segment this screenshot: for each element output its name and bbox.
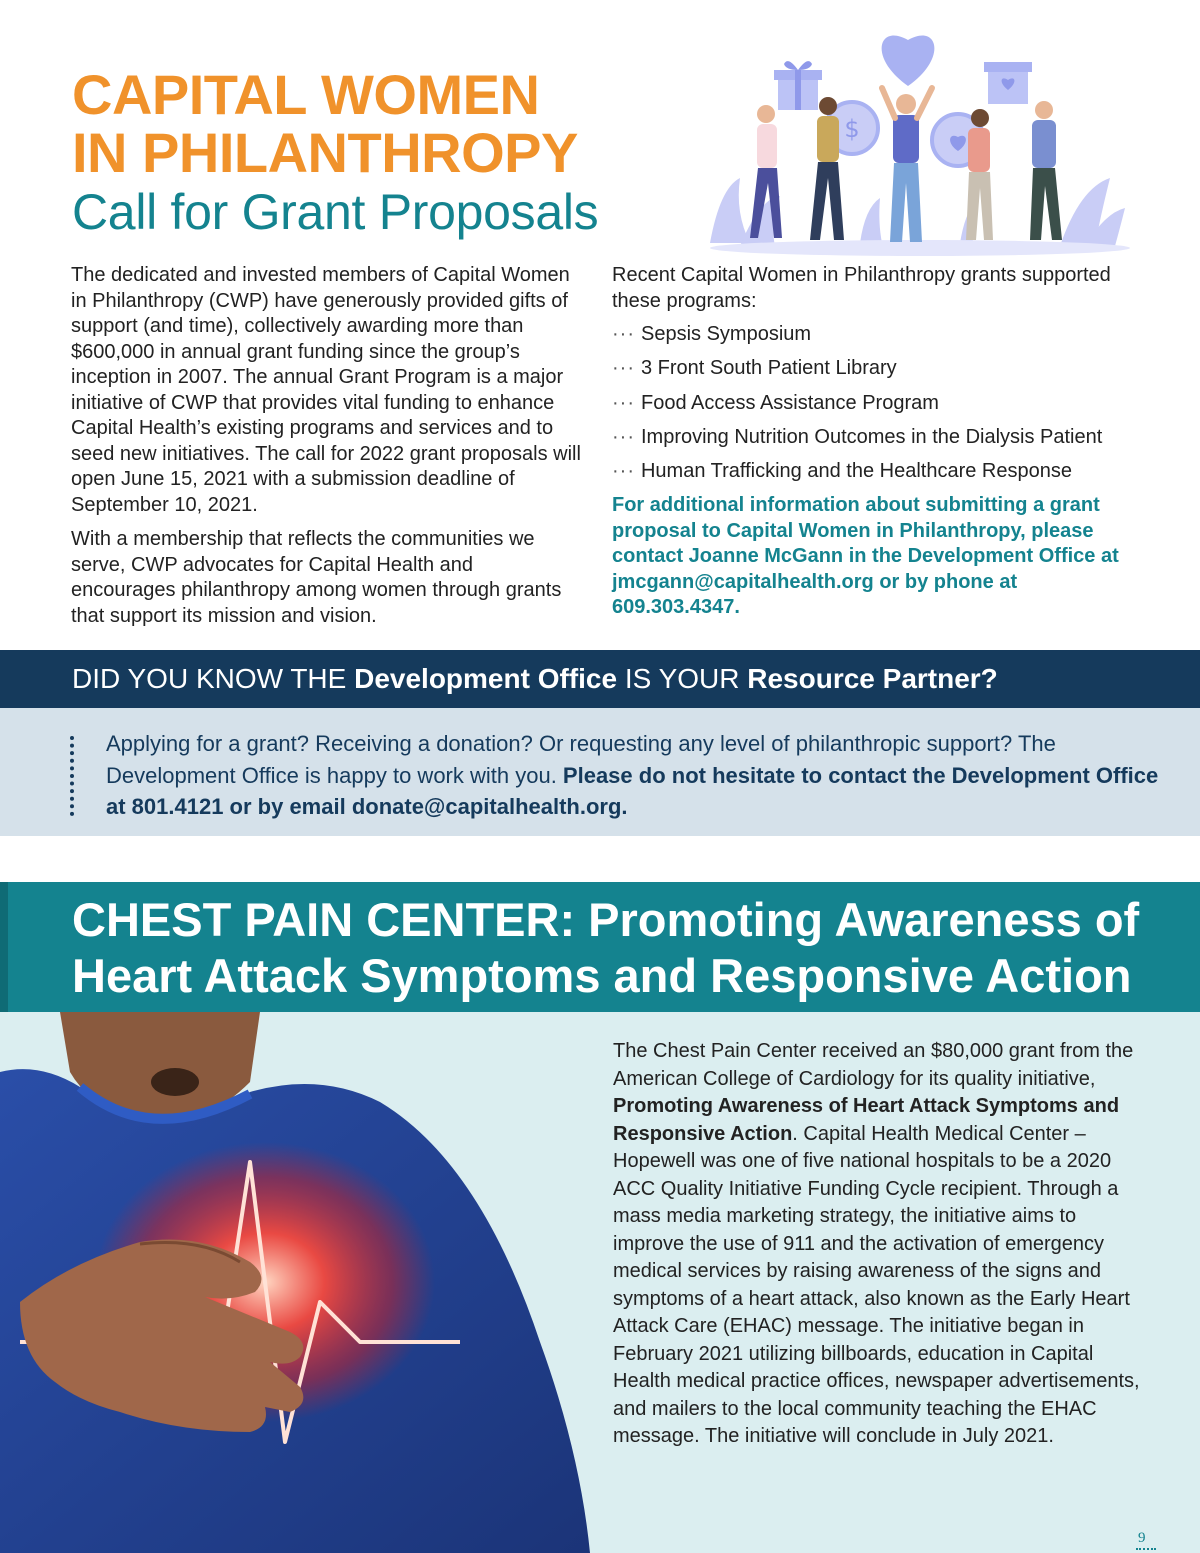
cwp-intro-column — [71, 263, 583, 629]
page-subtitle: Call for Grant Proposals — [72, 184, 599, 240]
philanthropy-illustration — [700, 18, 1140, 258]
grant-contact-info: For additional information about submitting a grant proposal to Capital Women in Philanthropy, please contact Joanne McGann in the Development Office at jmcgann@capitalhealth.org or by phone at 609.303.4347. — [612, 494, 1119, 619]
page-title-line-1: CAPITAL WOMEN — [72, 63, 540, 126]
programs-list — [612, 322, 1142, 485]
did-you-know-panel — [0, 708, 1200, 836]
description-part: . Capital Health Medical Center – Hopewell was one of five national hospitals to be a 2020 ACC Quality Initiative Funding Cycle recipient. Through a mass media marketing strategy, the initiative aims to improve the use of 911 and the activation of emergency medical services by raising awareness of the signs and symptoms of a heart attack, also known as the Early Heart Attack Care (EHAC) message. The initiative began in February 2021 utilizing billboards, education in Capital Health medical practice offices, newspaper advertisements, and mailers to the local community teaching the EHAC message. The initiative will conclude in July 2021. — [613, 1122, 1140, 1447]
cwp-intro-paragraph: The dedicated and invested members of Capital Women in Philanthropy (CWP) have generously provided gifts of support (and time), collectively awarding more than $600,000 in annual grant funding since the group’s inception in 2007. The annual Grant Program is a major initiative of CWP that provides vital funding to enhance Capital Health’s existing programs and services and to seed new initiatives. The call for 2022 grant proposals will open June 15, 2021 with a submission deadline of September 10, 2021. — [71, 264, 581, 516]
description-part: The Chest Pain Center received an $80,000 grant from the American College of Cardiology for its quality initiative, — [613, 1040, 1134, 1090]
program-name: Improving Nutrition Outcomes in the Dialysis Patient — [640, 425, 1103, 448]
program-name: Food Access Assistance Program — [640, 391, 939, 414]
heart-icon — [882, 36, 935, 86]
gift-box-icon — [984, 62, 1032, 104]
message-contact: Please do not hesitate to contact the Development Office at 801.4121 or by email donate@capitalhealth.org. — [106, 762, 1159, 819]
did-you-know-banner — [0, 650, 1200, 708]
page-title-line-2: IN PHILANTHROPY — [72, 121, 578, 184]
chest-pain-photo — [0, 1012, 600, 1553]
chest-pain-description — [613, 1038, 1143, 1451]
banner-text-part: DID YOU KNOW THE — [72, 663, 355, 694]
page-title-block — [72, 63, 599, 240]
list-item — [612, 356, 1142, 382]
programs-intro: Recent Capital Women in Philanthropy grants supported these programs: — [612, 264, 1111, 312]
bullet-dots-icon: ··· — [612, 460, 635, 483]
message-regular: Applying for a grant? Receiving a donation? Or requesting any level of philanthropic support? The Development Office is happy to work with you. — [106, 731, 1056, 788]
page-number: 9 — [1138, 1530, 1146, 1546]
people-icon — [750, 88, 1062, 242]
bullet-dots-icon: ··· — [612, 357, 635, 380]
program-name: Human Trafficking and the Healthcare Response — [640, 460, 1072, 483]
banner-emphasis-development-office: Development Office — [354, 663, 618, 694]
list-item — [612, 459, 1142, 485]
svg-text:$: $ — [844, 115, 860, 143]
cwp-membership-paragraph: With a membership that reflects the communities we serve, CWP advocates for Capital Health and encourages philanthropy among women through grants that support its mission and vision. — [71, 528, 562, 627]
mouth-shape — [151, 1068, 199, 1096]
list-item — [612, 322, 1142, 348]
banner-emphasis-resource-partner: Resource Partner? — [747, 663, 998, 694]
dotted-divider — [70, 736, 74, 816]
initiative-name: Promoting Awareness of Heart Attack Symptoms and Responsive Action — [613, 1095, 1120, 1145]
bullet-dots-icon: ··· — [612, 323, 635, 345]
chest-pain-section-title — [72, 892, 1172, 1004]
list-item — [612, 391, 1142, 417]
development-office-message — [106, 728, 1166, 823]
bullet-dots-icon: ··· — [612, 391, 635, 414]
header-accent-stripe — [0, 882, 8, 1012]
page-number-dots — [1136, 1548, 1156, 1550]
gift-icon — [774, 61, 822, 110]
ground-shadow — [710, 240, 1130, 256]
list-item — [612, 425, 1142, 451]
cwp-programs-column — [612, 263, 1142, 621]
section-title-bold: CHEST PAIN CENTER: — [72, 893, 576, 946]
section-title-regular: Promoting Awareness of Heart Attack Symptoms and Responsive Action — [72, 893, 1140, 1002]
bullet-dots-icon: ··· — [612, 425, 635, 448]
banner-text-part: IS YOUR — [617, 663, 748, 694]
program-name: 3 Front South Patient Library — [640, 357, 897, 380]
program-name: Sepsis Symposium — [640, 323, 812, 345]
